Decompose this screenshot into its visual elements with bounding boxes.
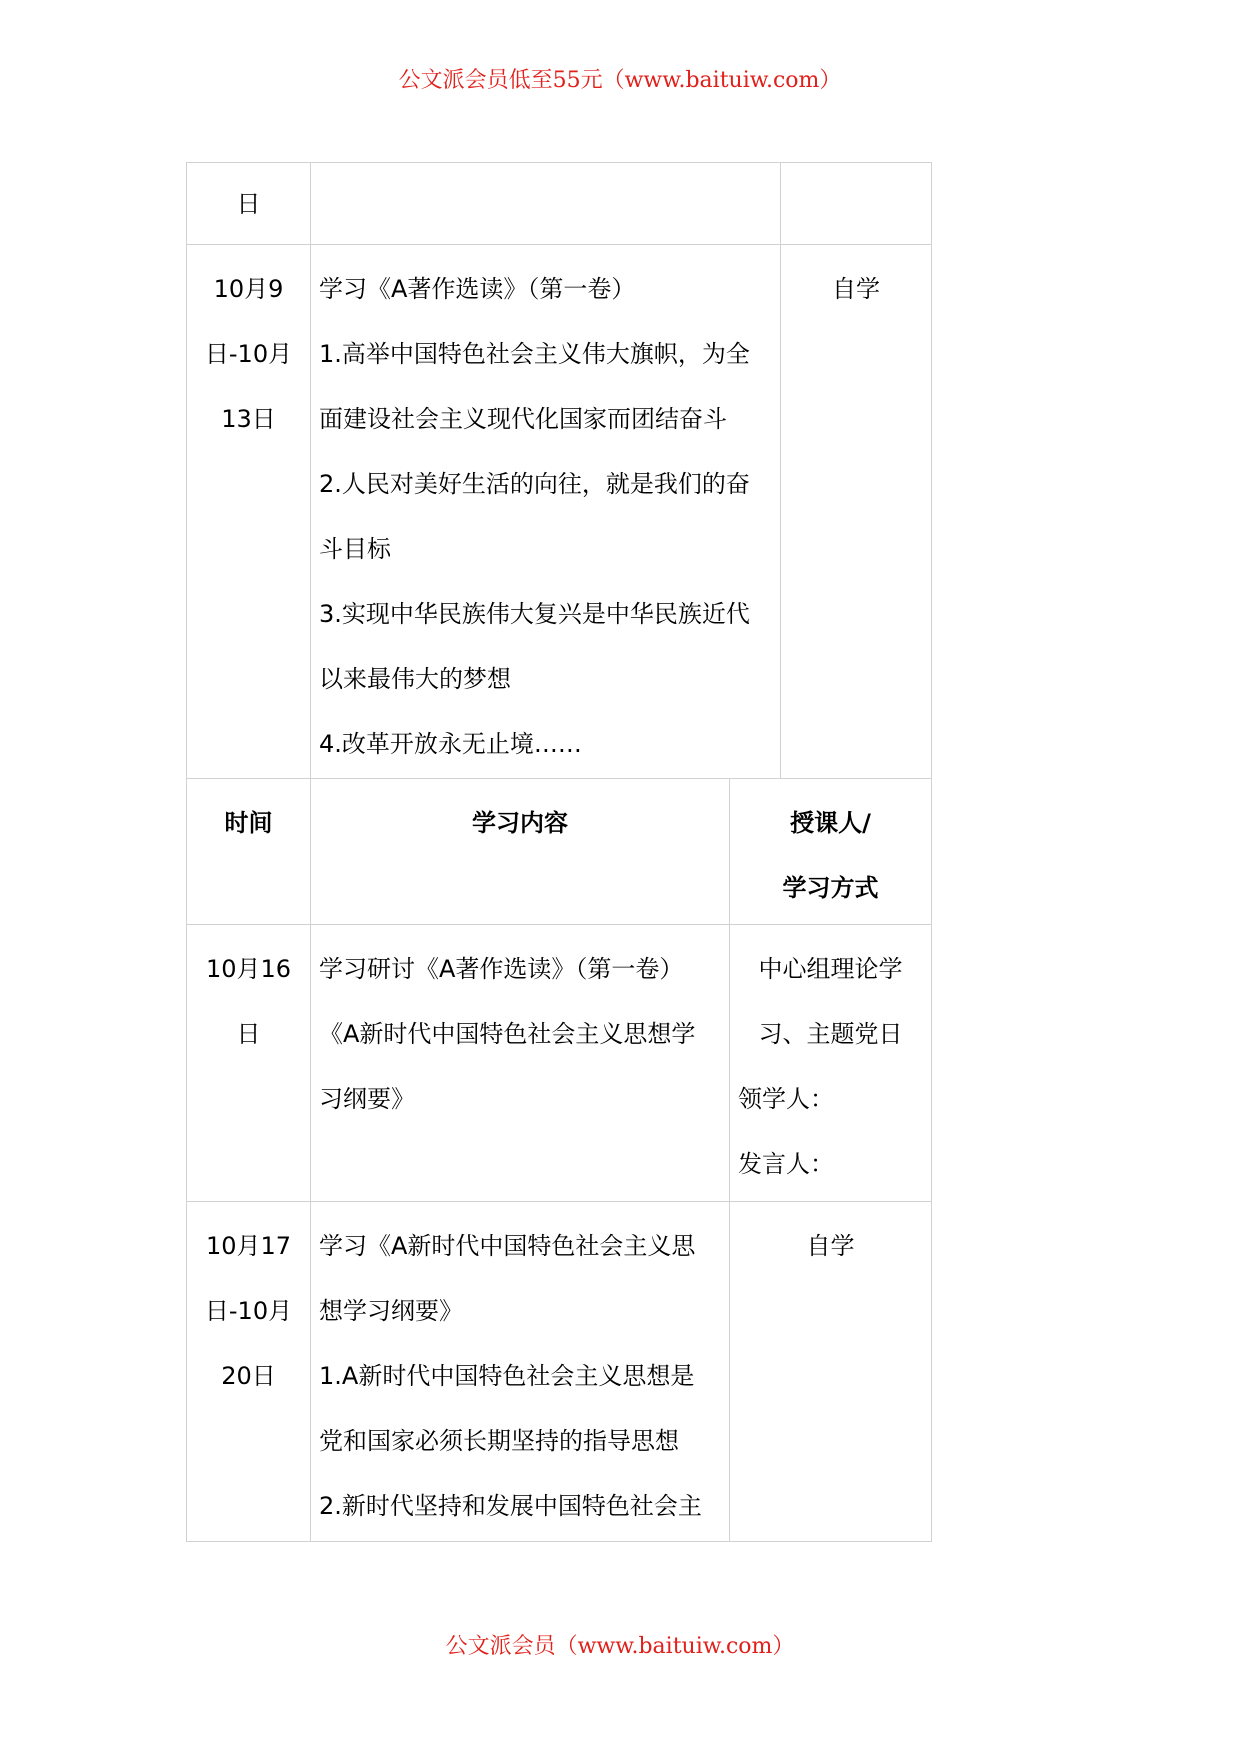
content-line: 想学习纲要》 — [319, 1297, 463, 1325]
method-cell — [781, 245, 932, 779]
content-line: 学习《A著作选读》（第一卷） — [319, 275, 636, 303]
content-line: 4.改革开放永无止境…… — [319, 730, 582, 758]
table-row — [187, 163, 932, 245]
content-line: 面建设社会主义现代化国家而团结奋斗 — [319, 405, 727, 433]
table-header-row — [187, 779, 932, 925]
method-line: 发言人： — [738, 1150, 834, 1178]
method-line: 中心组理论学 — [758, 955, 903, 983]
content-line: 学习研讨《A著作选读》（第一卷） — [319, 955, 684, 983]
time-line: 13日 — [221, 405, 276, 433]
time-line: 日-10月 — [204, 340, 293, 368]
time-line: 10月9 — [213, 275, 284, 303]
time-line: 日-10月 — [204, 1297, 293, 1325]
time-cell — [187, 245, 311, 779]
method-cell — [781, 163, 932, 245]
content-line: 斗目标 — [319, 535, 391, 563]
table-row — [187, 925, 932, 1202]
method-line: 领学人： — [738, 1085, 834, 1113]
content-line: 1.A新时代中国特色社会主义思想是 — [319, 1362, 695, 1390]
content-cell — [311, 925, 730, 1202]
method-line: 习、主题党日 — [758, 1020, 903, 1048]
content-line: 2.新时代坚持和发展中国特色社会主 — [319, 1492, 702, 1520]
header-method — [730, 779, 932, 925]
time-text: 日 — [236, 190, 261, 218]
header-method-line: 授课人/ — [790, 809, 871, 837]
content-line: 以来最伟大的梦想 — [319, 665, 511, 693]
content-line: 学习《A新时代中国特色社会主义思 — [319, 1232, 696, 1260]
schedule-table — [186, 778, 932, 1542]
method-cell — [730, 1202, 932, 1542]
table-row — [187, 245, 932, 779]
footer-promo-banner: 公文派会员（www.baituiw.com） — [445, 1634, 795, 1659]
content-line: 3.实现中华民族伟大复兴是中华民族近代 — [319, 600, 750, 628]
header-content-text: 学习内容 — [472, 809, 568, 837]
content-line: 党和国家必须长期坚持的指导思想 — [319, 1427, 679, 1455]
time-cell — [187, 1202, 311, 1542]
header-time-text: 时间 — [224, 809, 273, 837]
content-cell — [311, 245, 781, 779]
time-line: 日 — [236, 1020, 261, 1048]
content-cell — [311, 1202, 730, 1542]
header-promo-banner: 公文派会员低至55元（www.baituiw.com） — [398, 68, 842, 93]
content-cell — [311, 163, 781, 245]
content-line: 2.人民对美好生活的向往，就是我们的奋 — [319, 470, 750, 498]
schedule-table-continued — [186, 162, 932, 779]
time-cell — [187, 925, 311, 1202]
time-cell — [187, 163, 311, 245]
header-time — [187, 779, 311, 925]
method-line: 自学 — [806, 1232, 855, 1260]
method-cell — [730, 925, 932, 1202]
content-line: 习纲要》 — [319, 1085, 415, 1113]
time-line: 10月17 — [205, 1232, 292, 1260]
time-line: 20日 — [221, 1362, 276, 1390]
content-line: 《A新时代中国特色社会主义思想学 — [319, 1020, 696, 1048]
header-content — [311, 779, 730, 925]
header-method-line: 学习方式 — [782, 874, 879, 902]
time-line: 10月16 — [205, 955, 292, 983]
content-line: 1.高举中国特色社会主义伟大旗帜，为全 — [319, 340, 750, 368]
table-row — [187, 1202, 932, 1542]
method-text: 自学 — [832, 275, 880, 303]
